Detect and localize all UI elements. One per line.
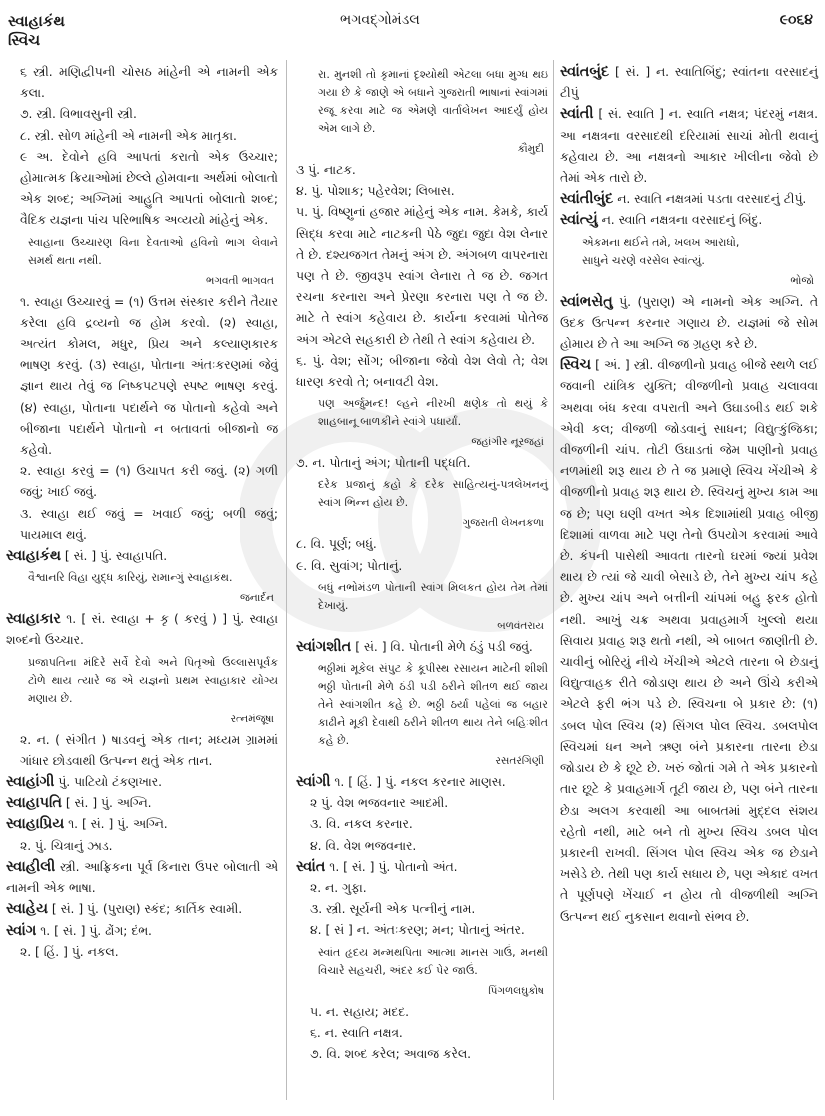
quotation: ભઠ્ઠીમાં મૂકેલ સંપુટ કે કૂપીસ્થ રસાયન માટેની શીશી ભઠ્ઠી પોતાની મેળે ઠંડી પડી ઠરીને શીતળ થઈ જાય તેને સ્વાંગશીત કહે છે. ભઠ્ઠી ઠર્યા પહેલાં જ બહાર કાઢીને મૂકી દેવાથી ઠરીને શીતળ થાય તેને બહિઃશીત કહે છે. (318, 662, 548, 748)
entry (296, 637, 548, 658)
quotation-source: ભગવતી ભાગવત (205, 274, 274, 287)
definition: ન. સ્વાતિ નક્ષત્રના વરસાદનું બિંદુ. (597, 213, 763, 228)
definition: પું. પાટિયો ટંકણખાર. (54, 775, 162, 790)
quotation-source: જહાંગીર નૂરજહાં (471, 436, 544, 449)
definition: [ સં. સ્વાતિ ] ન. સ્વાતિ નક્ષત્ર; પંદરમું નક્ષત્ર. આ નક્ષત્રના વરસાદથી દરિયામાં સાચાં મોતી થવાનું કહેવાય છે. આ નક્ષત્રનો આકાર ખીલીના જેવો છે તેમાં એક તારો છે. (560, 107, 818, 186)
definition: ૧. [ સં. ] પું. અગ્નિ. (64, 817, 168, 832)
definition: ન. સ્વાતિ નક્ષત્રમાં પડતા વરસાદનું ટીપું. (613, 192, 807, 207)
sense: ૩. વિ. નકલ કરનાર. (310, 817, 413, 832)
sense: ૭. સ્ત્રી. વિભાવસુની સ્ત્રી. (20, 107, 137, 122)
quotation-line: સાધુને ચરણે વરસેલ સ્વાંત્યું. (582, 253, 705, 267)
quotation: સ્વાંત હૃદય મન્મથપિતા આત્મા માનસ ગાઉં, મનથી વિચારે સહચરી, અંદર કઈ પેર જાઉં. (318, 945, 548, 977)
sense: ૩. સ્વાહા થઈ જવું = ખવાઈ જવું; બળી જવું; પાયમાલ થવું. (20, 506, 278, 542)
quotation: વૈશ્વાનરિ વિહા યુદ્ધ કારિયું, રામાન્ગું સ્વાહાકંથ. (28, 571, 233, 585)
entry (560, 62, 818, 104)
entry (560, 210, 818, 231)
headword: સ્વાંતી (560, 106, 594, 123)
definition: ૧. [ સં. ] પું. ઢોંગ; દંભ. (36, 923, 152, 938)
quotation: બધું નભોમંડળ પોતાની સ્વાંગ મિલકત હોય તેમ તેમાં દેખાયું. (318, 580, 548, 612)
column-divider (553, 60, 554, 1100)
sense: ૬. પું. વેશ; સોંગ; બીજાના જેવો વેશ લેવો તે; વેશ ધારણ કરવો તે; બનાવટી વેશ. (296, 353, 548, 390)
definition: ૧. [ સં. ] પું. પોતાનો અંત. (325, 859, 458, 874)
entry (6, 772, 278, 793)
quotation: સ્વાહાના ઉચ્ચારણ વિના દેવતાઓ હવિનો ભાગ લેવાને સમર્થ થતા નથી. (28, 235, 278, 267)
entry (6, 609, 278, 651)
sense: ૭. ન. પોતાનું અંગ; પોતાની પદ્ધતિ. (296, 456, 471, 471)
column-1 (6, 48, 278, 963)
definition: [ અં. ] સ્ત્રી. વીજળીનો પ્રવાહ બીજે સ્થળે લઈ જવાની યાંત્રિક યુક્તિ; વીજળીનો પ્રવાહ ચલાવવા અથવા બંધ કરવા વપરાતી અને ઉઘાડબીડ થઈ શકે એવી કલ; વીજળી જોડવાનું સાધન; વિદ્યુત્કુંજિકા; વીજળીની ચાંપ. તોટી ઉઘાડતાં જેમ પાણીનો પ્રવાહ નળમાંથી શરૂ થાય છે તે જ પ્રમાણે સ્વિચ ખેંચીએ કે વીજળીનો પ્રવાહ શરૂ થાય છે. સ્વિચનું મુખ્ય કામ આ જ છે; પણ ઘણી વખત એક દિશામાંથી પ્રવાહ બીજી દિશામાં વાળવા માટે પણ તેનો ઉપયોગ કરવામાં આવે છે. કંપની પાસેથી આવતા તારનો ઘરમાં જ્યાં પ્રવેશ થાય છે ત્યાં જે ચાવી બેસાડે છે, તેને મુખ્ય ચાંપ કહે છે. મુખ્ય ચાંપ અને બત્તીની ચાંપમાં બહુ ફરક હોતો નથી. આખું ચક્ર અથવા પ્રવાહમાર્ગ ખુલ્લો થયા સિવાય પ્રવાહ શરૂ થતો નથી, એ બાબત જાણીતી છે. ચાવીનું બોરિયું નીચે ખેંચીએ એટલે તારના બે છેડાનું વિદ્યુત્વાહક રીતે જોડાણ થાય છે અને ઊંચે કરીએ એટલે ફરી ભંગ પડે છે. સ્વિચના બે પ્રકાર છે: (૧) ડબલ પોલ સ્વિચ (૨) સિંગલ પોલ સ્વિચ. ડબલપોલ સ્વિચમાં ધન અને ઋણ બંને પ્રકારના તારના છેડા જોડાય છે કે છૂટે છે. ખરું જોતાં ગમે તે એક પ્રકારનો તાર છૂટે કે પ્રવાહમાર્ગ તૂટી જાય છે, પણ બંને તારના છેડા અલગ કરવાથી આ બાબતમાં મુદ્દલ સંશય રહેતો નથી, માટે બને તો મુખ્ય સ્વિચ ડબલ પોલ પ્રકારની રાખવી. સિંગલ પોલ સ્વિચ એક જ છેડાને ખસેડે છે. તેથી પણ કાર્ય સધાય છે, પણ એકાદ વખત તે પૂર્ણપણે ખેંચાઈ ન હોય તો વીજળીથી અગ્નિ ઉત્પન્ન થઈ નુકસાન થવાનો સંભવ છે. (560, 358, 818, 924)
sense: ૬. ન. સ્વાતિ નક્ષત્ર. (310, 1025, 403, 1040)
quotation-line: એકમના થઈને તમે, ખલખ આરાધો, (582, 235, 740, 249)
sense: ૯ અ. દેવોને હવિ આપતાં કરાતો એક ઉચ્ચાર; હોમાત્મક ક્રિયાઓમાં છેલ્લે હોમવાના અર્થમાં બોલાતો એક શબ્દ; અગ્નિમાં આહુતિ આપતાં બોલાતો શબ્દ; વૈદિક યજ્ઞના પાંચ પરિભાષિક અવ્યયો માંહેનું એક. (20, 149, 278, 228)
entry (560, 355, 818, 927)
sense: ૮. વિ. પૂર્ણ; બધું. (296, 537, 377, 552)
book-title: ભગવદ્ગોમંડલ (340, 12, 420, 28)
definition: [ સં. ] ન. સ્વાતિબિંદુ; સ્વાંતના વરસાદનું ટીપું (560, 65, 818, 101)
quotation-source: રસતરંગિણી (495, 755, 544, 768)
first-guide-word: સ્વાહાકંથ (8, 12, 65, 30)
headword: સ્વાંગ (6, 922, 37, 939)
headword: સ્વાંગી (296, 774, 331, 791)
entry (6, 814, 278, 835)
sense: ૯. વિ. સુવાંગ; પોતાનું. (296, 558, 403, 573)
sense: ૧. સ્વાહા ઉચ્ચારવું = (૧) ઉત્તમ સંસ્કાર કરીને તૈયાર કરેલા હવિ દ્રવ્યનો જ હોમ કરવો. (૨) સ્વાહા, અત્યંત કોમલ, મધુર, પ્રિય અને કલ્યાણકારક ભાષણ કરવું. (૩) સ્વાહા, પોતાના અંતઃકરણમાં જેવું જ્ઞાન થાય તેવું જ નિષ્કપટપણે સ્પષ્ટ ભાષણ કરવું. (૪) સ્વાહા, પોતાના પદાર્થને જ પોતાનો કહેવો અને બીજાના પદાર્થને પોતાનો ન બતાવતાં બીજાનો જ કહેવો. (20, 294, 278, 458)
sense: ૨ પું. વેશ ભજવનાર આદમી. (310, 796, 449, 811)
quotation-source: જનાર્દન (239, 592, 274, 605)
sense: ૩. સ્ત્રી. સૂર્યની એક પત્નીનું નામ. (310, 902, 476, 917)
headword: સ્વાંત્યું (560, 212, 598, 229)
column-3 (560, 48, 818, 928)
definition: સ્ત્રી. આફ્રિકના પૂર્વ કિનારા ઉપર બોલાતી એ નામની એક ભાષા. (6, 859, 278, 896)
quotation-source: રત્નમંજૂષા (230, 712, 274, 725)
column-2 (296, 64, 548, 1065)
headword: સ્વિચ (560, 357, 592, 374)
entry (296, 857, 548, 878)
definition: [ સં. ] પું. (પુરાણ) સ્કંદ; કાર્તિક સ્વામી. (47, 902, 243, 917)
sense: ૪. [ સં ] ન. અંતઃકરણ; મન; પોતાનું અંતર. (310, 923, 525, 938)
entry (6, 857, 278, 899)
sense: ૨. ન. ( સંગીત ) ષાડવનું એક તાન; મધ્યમ ગ્રામમાં ગાંધાર છોડવાથી ઉત્પન્ન થતું એક તાન. (20, 732, 278, 768)
quotation: પ્રજાપતિના મંદિરે સર્વે દેવો અને પિતૃઓ ઉલ્લાસપૂર્વક ટોળે થાય ત્યારે જ એ યજ્ઞનો પ્રથમ સ્વાહાકાર યોગ્ય મણાય છે. (28, 655, 278, 705)
sense: ૫. પું. વિષ્ણુનાં હજાર માંહેનું એક નામ. કેમકે, કાર્ય સિદ્ધ કરવા માટે નાટકની પેઠે જુદા જુદા વેશ લેનાર તે છે. દશ્યજગત તેમનું અંગ છે. અંગબળ વાપરનારા પણ તે છે. જીવરૂપ સ્વાંગ લેનારા તે જ છે. જગત રચના કરનારા અને પ્રેરણા કરનારા પણ તે જ છે. માટે તે સ્વાંગ કહેવાય છે. કાર્યના કરવામાં પોતેજ અંગ એટલે સહકારી છે તેથી તે સ્વાંગ કહેવાય છે. (296, 205, 548, 347)
page-number: ૯૦૬૪ (779, 12, 813, 28)
entry (296, 772, 548, 793)
headword: સ્વાંતીબુંદ (560, 191, 614, 208)
headword: સ્વાહાકંથ (6, 548, 61, 565)
sense: ૨. [ હિં. ] પું. નકલ. (20, 944, 119, 959)
headword: સ્વાંગશીત (296, 638, 352, 655)
sense: ૪. વિ. વેશ ભજવનાર. (310, 838, 417, 853)
quotation-source: બળવંતરાય (497, 619, 544, 632)
page-header (0, 10, 825, 49)
sense: ૨. પું. ચિત્રાનું ઝાડ. (20, 838, 113, 853)
quotation: રા. મુનશી તો કૃમાનાં દૃશ્યોથી એટલા બધા મુગ્ધ થઇ ગયા છે કે જાણે એ બધાને ગુજરાતી ભાષાનાં સ્વાંગમાં રજૂ કરવા માટે જ એમણે વાર્તાલેખન આદર્યું હોય એમ લાગે છે. (318, 68, 548, 135)
entry (560, 189, 818, 210)
sense: ૮. સ્ત્રી. સોળ માંહેની એ નામની એક માતૃકા. (20, 128, 237, 143)
entry (6, 793, 278, 814)
sense: ૪. પું. પોશાક; પહેરવેશ; લિબાસ. (296, 184, 455, 199)
last-guide-word: સ્વિચ (8, 31, 41, 49)
definition: [ સં. ] પું. અગ્નિ. (61, 796, 152, 811)
entry (6, 921, 278, 942)
entry (560, 104, 818, 189)
quotation-source: પિંગળલઘુકોષ (488, 984, 544, 997)
quotation-source: ભોજો (790, 274, 814, 287)
sense: ૫. ન. સહાય; મદદ. (310, 1004, 410, 1019)
sense: ૩ પું. નાટક. (296, 163, 356, 177)
quotation: પણ અર્જુમન્દ! લ્હને નીરખી ક્ષણેક તો થયું કે શાહબાનૂ બાળકીને સ્વાંગે પધાર્યાં. (318, 397, 548, 429)
entry (6, 546, 278, 567)
quotation: દરેક પ્રજાનું કહો કે દરેક સાહિત્યનું-પત્રલેખનનું સ્વાંગ ભિન્ન હોય છે. (318, 478, 548, 510)
headword: સ્વાહેય (6, 901, 48, 918)
guide-words (8, 12, 65, 50)
column-divider (286, 60, 287, 1100)
sense: ૬ સ્ત્રી. મણિદ્વીપની ચોસઠ માંહેની એ નામની એક કલા. (20, 65, 278, 101)
headword: સ્વાહાપ્રિય (6, 816, 65, 833)
definition: પું. (પુરાણ) એ નામનો એક અગ્નિ. તે ઉદક ઉત્પન્ન કરનાર ગણાય છે. યજ્ઞમાં જે સોમ હોમાય છે તે આ અગ્નિ જ ગ્રહણ કરે છે. (560, 294, 818, 352)
sense: ૨. ન. ગુફા. (310, 881, 367, 896)
headword: સ્વાહાંગી (6, 774, 55, 791)
entry (6, 899, 278, 920)
definition: ૧. [ હિં. ] પું. નકલ કરનાર માણસ. (330, 775, 506, 790)
headword: સ્વાહાકાર (6, 611, 61, 628)
entry (560, 292, 818, 356)
definition: ૧. [ સં. સ્વાહા + કૃ ( કરવું ) ] પું. સ્વાહા શબ્દનો ઉચ્ચાર. (6, 612, 278, 648)
quotation-source: કૌમુદી (517, 143, 544, 155)
headword: સ્વાંભસેતુ (560, 293, 613, 310)
definition: [ સં. ] પું. સ્વાહાપતિ. (60, 549, 168, 564)
quotation-source: ગુજરાતી લેખનકળા (462, 517, 544, 530)
headword: સ્વાહાપતિ (6, 795, 62, 812)
headword: સ્વાંતબુંદ (560, 64, 610, 80)
definition: [ સં. ] વિ. પોતાની મેળે ઠંડું પડી જવું. (351, 639, 533, 654)
sense: ૨. સ્વાહા કરવું = (૧) ઉચાપત કરી જવું. (૨) ગળી જવું; ખાઈ જવું. (20, 464, 278, 500)
headword: સ્વાહીલી (6, 858, 56, 875)
sense: ૭. વિ. શબ્દ કરેલ; અવાજ કરેલ. (310, 1047, 472, 1062)
headword: સ્વાંત (296, 858, 326, 875)
